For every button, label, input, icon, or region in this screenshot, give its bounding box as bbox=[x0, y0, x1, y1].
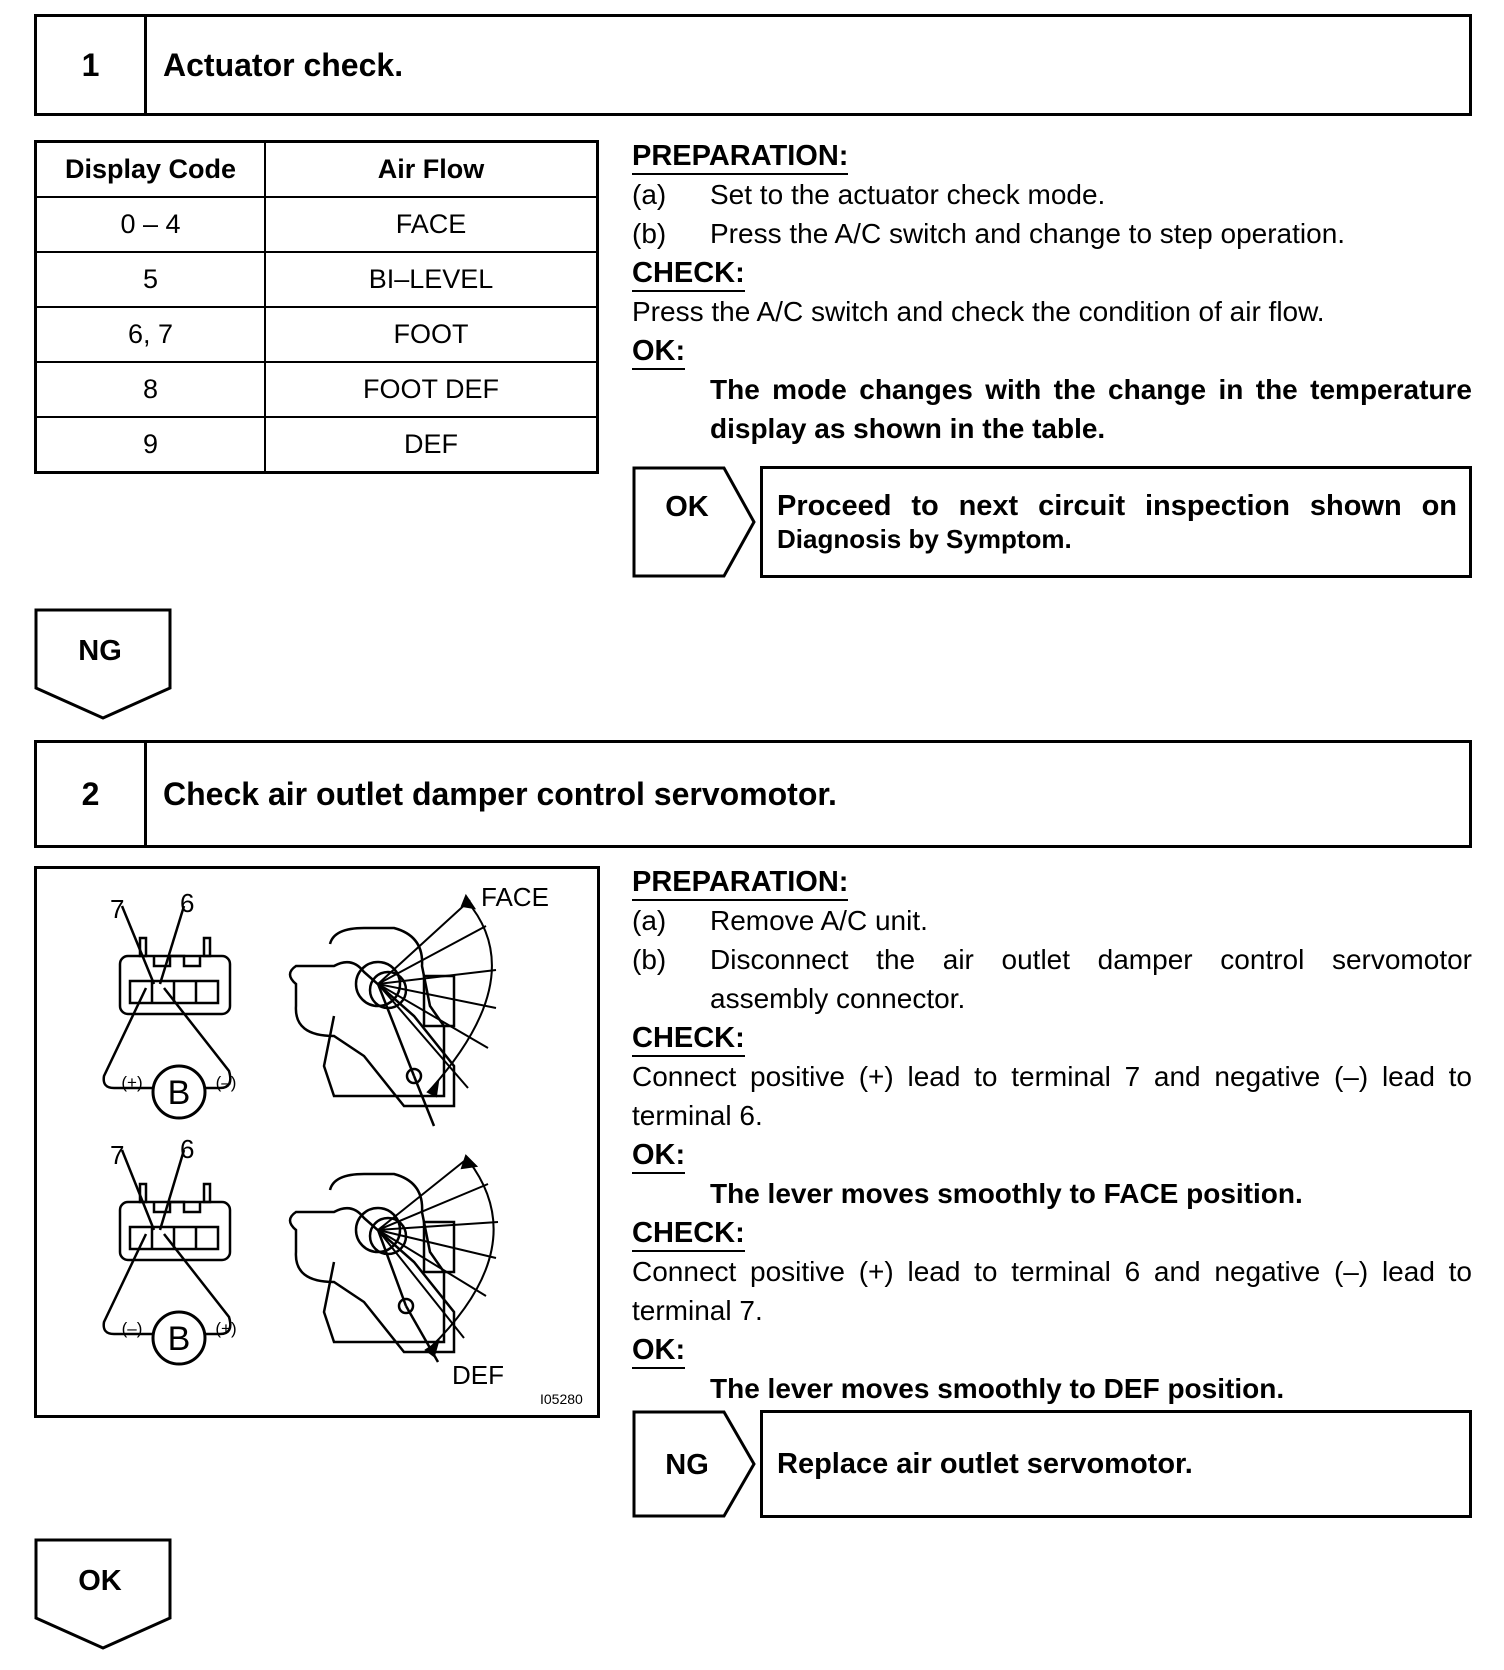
minus-label: (–) bbox=[121, 1319, 143, 1338]
result-text: Replace air outlet servomotor. bbox=[777, 1447, 1193, 1480]
check-text: Connect positive (+) lead to terminal 7 and negative (–) lead to terminal 6. bbox=[632, 1061, 1472, 1131]
item-label: (b) bbox=[632, 944, 667, 975]
item-text: Disconnect the air outlet damper control servomotor assembly connector. bbox=[710, 944, 1472, 1014]
preparation-heading: PREPARATION: bbox=[632, 139, 848, 175]
battery-label: B bbox=[167, 1320, 191, 1358]
check-heading: CHECK: bbox=[632, 1021, 745, 1057]
result-text-line-2: Diagnosis by Symptom. bbox=[777, 524, 1072, 554]
ok-result-box bbox=[760, 466, 1472, 578]
table-row bbox=[36, 252, 598, 307]
check-text: Press the A/C switch and check the condition of air flow. bbox=[632, 296, 1325, 327]
ok-flow-label: OK bbox=[78, 1565, 122, 1597]
display-code-cell: 9 bbox=[36, 417, 266, 473]
ng-arrow-box bbox=[632, 1410, 758, 1518]
table-row bbox=[36, 417, 598, 473]
air-flow-cell: FACE bbox=[265, 197, 598, 252]
step-title: Check air outlet damper control servomotor. bbox=[163, 775, 837, 812]
air-flow-cell: DEF bbox=[265, 417, 598, 473]
ng-flow-arrow bbox=[34, 608, 172, 720]
step-2-instructions bbox=[632, 862, 1472, 1408]
ok-text: The lever moves smoothly to FACE position. bbox=[710, 1178, 1303, 1209]
ok-text: The mode changes with the change in the temperature display as shown in the table. bbox=[710, 374, 1472, 444]
item-label: (a) bbox=[632, 179, 667, 210]
check-text: Connect positive (+) lead to terminal 6 and negative (–) lead to terminal 7. bbox=[632, 1256, 1472, 1326]
terminal-6-label: 6 bbox=[180, 888, 195, 918]
plus-label: (+) bbox=[215, 1319, 237, 1338]
step-number: 1 bbox=[37, 17, 147, 113]
step-1-header bbox=[34, 14, 1472, 116]
prep-item bbox=[632, 940, 1472, 1018]
column-header: Air Flow bbox=[265, 142, 598, 198]
ng-arrow-label: NG bbox=[665, 1449, 709, 1481]
check-heading: CHECK: bbox=[632, 256, 745, 292]
ok-heading: OK: bbox=[632, 1138, 685, 1174]
ok-text: The lever moves smoothly to DEF position. bbox=[710, 1373, 1285, 1404]
step-2-header bbox=[34, 740, 1472, 848]
table-header-row bbox=[36, 142, 598, 198]
item-text: Set to the actuator check mode. bbox=[710, 179, 1106, 210]
terminal-6-label: 6 bbox=[180, 1134, 195, 1164]
item-text: Remove A/C unit. bbox=[710, 905, 928, 936]
ng-result-box bbox=[760, 1410, 1472, 1518]
ok-heading: OK: bbox=[632, 334, 685, 370]
step-title: Actuator check. bbox=[163, 46, 404, 83]
column-header: Display Code bbox=[36, 142, 266, 198]
preparation-heading: PREPARATION: bbox=[632, 865, 848, 901]
servomotor-diagram bbox=[34, 866, 600, 1418]
terminal-7-label: 7 bbox=[110, 894, 125, 924]
table-row bbox=[36, 197, 598, 252]
step-1-instructions bbox=[632, 136, 1472, 448]
ok-heading: OK: bbox=[632, 1333, 685, 1369]
item-text: Press the A/C switch and change to step operation. bbox=[710, 218, 1346, 249]
ok-flow-arrow bbox=[34, 1538, 172, 1650]
table-row bbox=[36, 307, 598, 362]
prep-item bbox=[632, 214, 1472, 253]
ok-arrow-label: OK bbox=[665, 491, 709, 523]
ng-flow-label: NG bbox=[78, 635, 122, 667]
plus-label: (+) bbox=[121, 1073, 143, 1092]
item-label: (b) bbox=[632, 218, 667, 249]
item-label: (a) bbox=[632, 905, 667, 936]
step-number: 2 bbox=[37, 743, 147, 845]
result-text-line-1: Proceed to next circuit inspection shown on bbox=[777, 490, 1457, 522]
terminal-7-label: 7 bbox=[110, 1140, 125, 1170]
display-code-cell: 8 bbox=[36, 362, 266, 417]
def-label: DEF bbox=[452, 1360, 504, 1390]
ok-arrow-box bbox=[632, 466, 758, 578]
display-code-table bbox=[34, 140, 599, 474]
air-flow-cell: BI–LEVEL bbox=[265, 252, 598, 307]
display-code-cell: 5 bbox=[36, 252, 266, 307]
air-flow-cell: FOOT DEF bbox=[265, 362, 598, 417]
prep-item bbox=[632, 175, 1472, 214]
air-flow-cell: FOOT bbox=[265, 307, 598, 362]
battery-label: B bbox=[167, 1074, 191, 1112]
figure-id: I05280 bbox=[540, 1391, 583, 1407]
table-row bbox=[36, 362, 598, 417]
minus-label: (–) bbox=[215, 1073, 237, 1092]
prep-item bbox=[632, 901, 1472, 940]
display-code-cell: 0 – 4 bbox=[36, 197, 266, 252]
display-code-cell: 6, 7 bbox=[36, 307, 266, 362]
check-heading: CHECK: bbox=[632, 1216, 745, 1252]
face-label: FACE bbox=[481, 882, 549, 912]
